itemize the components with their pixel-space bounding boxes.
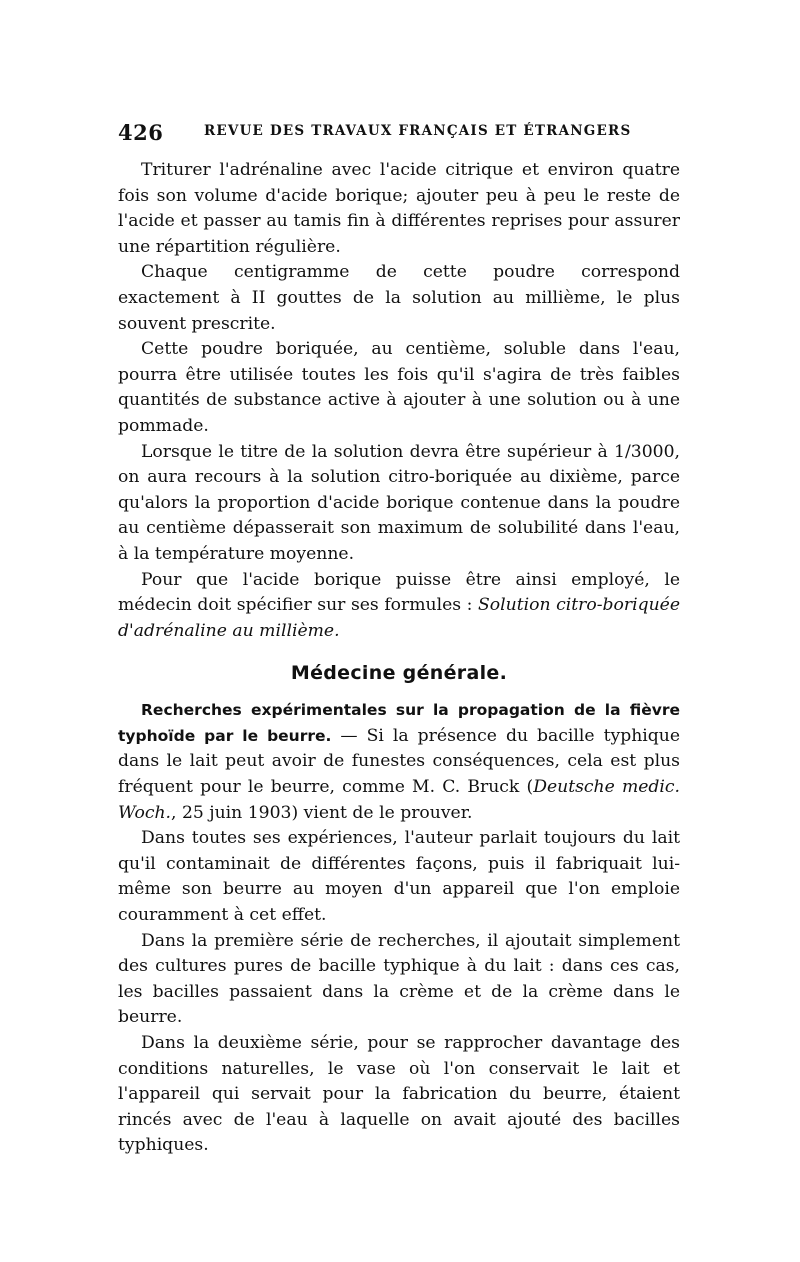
running-title: REVUE DES TRAVAUX FRANÇAIS ET ÉTRANGERS	[204, 123, 632, 139]
paragraph-poudre-boriquee: Cette poudre boriquée, au centième, soluble dans l'eau, pourra être utilisée toutes les fois qu'il s'agira de très faibles quantités de substance active à ajouter à une solution ou à une pommade.	[118, 339, 680, 436]
paragraph-trituration: Triturer l'adrénaline avec l'acide citrique et environ quatre fois son volume d'acide borique; ajouter peu à peu le reste de l'acide et passer au tamis fin à différentes reprises pour assurer une répartition régulière.	[118, 160, 680, 257]
running-header	[118, 120, 680, 146]
page-number: 426	[118, 120, 164, 145]
section-title: Médecine générale.	[290, 662, 508, 685]
article-paragraph-premiere-serie: Dans la première série de recherches, il ajoutait simplement des cultures pures de bacille typhique à du lait : dans ces cas, les bacilles passaient dans la crème et de la crème dans le beurre.	[118, 930, 680, 1028]
article-heading: Recherches expérimentales sur la propagation de la fièvre typhoïde par le beurre.	[118, 701, 680, 745]
paragraph-centigramme: Chaque centigramme de cette poudre correspond exactement à II gouttes de la solution au millième, le plus souvent prescrite.	[118, 262, 680, 334]
citation-journal: Deutsche medic. Woch.	[118, 777, 681, 823]
paragraph-formule	[118, 568, 680, 645]
article-paragraph-deuxieme-serie: Dans la deuxième série, pour se rapprocher davantage des conditions naturelles, le vase où l'on conservait le lait et l'appareil qui servait pour la fabrication du beurre, étaient rincés avec de l'eau à laquelle on avait ajouté des bacilles typhiques.	[118, 1033, 680, 1156]
article-intro	[118, 698, 680, 826]
article-paragraph-experiences: Dans toutes ses expériences, l'auteur parlait toujours du lait qu'il contaminait de différentes façons, puis il fabriquait lui-même son beurre au moyen d'un appareil que l'on emploie couramment à cet effet.	[118, 828, 680, 926]
formula-text: Pour que l'acide borique puisse être ainsi employé, le médecin doit spécifier sur ses formules :	[118, 569, 680, 616]
citation-rest: , 25 juin 1903) vient de le prouver.	[171, 802, 473, 823]
book-page	[118, 120, 680, 1159]
formula-italic: Solution citro-boriquée d'adrénaline au millième.	[118, 595, 680, 641]
paragraph-titre-solution: Lorsque le titre de la solution devra être supérieur à 1/3000, on aura recours à la solution citro-boriquée au dixième, parce qu'alors la proportion d'acide borique contenue dans la poudre au centième dépasserait son maximum de solubilité dans l'eau, à la température moyenne.	[118, 441, 680, 564]
article-intro-text: — Si la présence du bacille typhique dans le lait peut avoir de funestes conséquences, cela est plus fréquent pour le beurre, comme M. C. Bruck (	[118, 725, 681, 798]
